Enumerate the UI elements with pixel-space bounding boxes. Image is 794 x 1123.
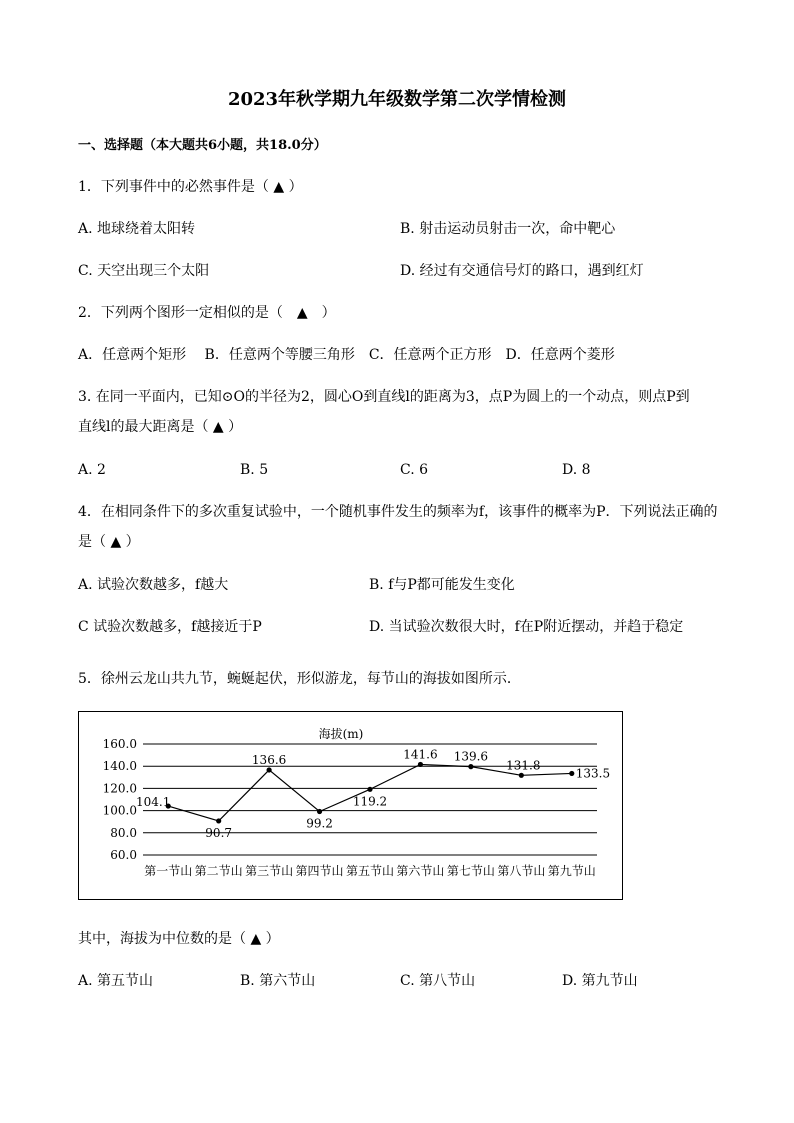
data-label: 131.8: [506, 758, 541, 773]
data-label: 136.6: [251, 752, 287, 767]
data-point: [418, 762, 423, 767]
data-label: 119.2: [352, 794, 388, 809]
question-3-stem-line1: 3. 在同一平面内，已知⊙O的半径为2，圆心O到直线l的距离为3，点P为圆上的一个动点，则点P到: [78, 389, 690, 405]
question-5-option-d: D. 第九节山: [562, 973, 638, 989]
y-tick-label: 80.0: [110, 825, 137, 840]
question-1-stem: 1．下列事件中的必然事件是（ ▲ ）: [78, 179, 303, 195]
y-tick-label: 160.0: [102, 737, 137, 751]
x-tick-label: 第三节山: [245, 864, 294, 878]
page-title: 2023年秋学期九年级数学第二次学情检测: [227, 89, 567, 110]
data-label: 90.7: [205, 825, 233, 840]
question-4-option-c: C 试验次数越多，f越接近于P: [78, 619, 262, 635]
x-tick-label: 第四节山: [295, 864, 344, 878]
data-point: [569, 771, 574, 776]
x-tick-label: 第五节山: [345, 864, 395, 878]
question-4-option-d: D. 当试验次数很大时，f在P附近摆动，并趋于稳定: [369, 619, 684, 635]
data-point: [367, 787, 372, 792]
y-tick-label: 100.0: [102, 803, 137, 818]
y-tick-label: 60.0: [110, 848, 137, 862]
data-point: [267, 767, 272, 772]
question-1-option-a: A. 地球绕着太阳转: [78, 221, 196, 237]
question-3-option-d: D. 8: [562, 462, 591, 478]
question-4-stem-line1: 4．在相同条件下的多次重复试验中，一个随机事件发生的频率为f，该事件的概率为P．下列说法正确的: [78, 504, 718, 520]
question-3-option-c: C. 6: [400, 462, 429, 478]
chart-title: 海拔(m): [318, 727, 364, 741]
data-label: 139.6: [453, 749, 489, 764]
x-tick-label: 第七节山: [446, 864, 495, 878]
question-5-stem: 5．徐州云龙山共九节，蜿蜒起伏，形似游龙，每节山的海拔如图所示．: [78, 671, 521, 687]
question-2-stem: 2．下列两个图形一定相似的是（ ▲ ）: [78, 305, 336, 321]
x-tick-label: 第九节山: [547, 864, 596, 878]
altitude-chart: [78, 711, 623, 900]
data-label: 141.6: [403, 747, 438, 762]
data-point: [519, 773, 524, 778]
x-tick-label: 第六节山: [396, 864, 445, 878]
x-tick-label: 第二节山: [194, 864, 243, 878]
altitude-chart-svg: [79, 712, 622, 899]
data-label: 99.2: [306, 816, 333, 831]
question-4-stem-line2: 是（ ▲ ）: [78, 534, 140, 550]
y-tick-label: 140.0: [102, 759, 137, 774]
data-point: [468, 764, 473, 769]
question-3-option-a: A. 2: [78, 462, 106, 478]
data-label: 133.5: [575, 766, 611, 781]
question-1-option-c: C. 天空出现三个太阳: [78, 263, 210, 279]
question-5-option-c: C. 第八节山: [400, 973, 476, 989]
data-point: [216, 818, 221, 823]
data-point: [317, 809, 322, 814]
y-tick-label: 120.0: [102, 781, 137, 796]
question-5-option-a: A. 第五节山: [78, 973, 154, 989]
question-3-stem-line2: 直线l的最大距离是（ ▲ ）: [78, 419, 243, 435]
question-5-option-b: B. 第六节山: [240, 973, 316, 989]
question-4-option-a: A. 试验次数越多，f越大: [78, 577, 229, 593]
question-1-option-d: D. 经过有交通信号灯的路口，遇到红灯: [400, 263, 644, 279]
x-tick-label: 第八节山: [497, 864, 546, 878]
question-1-option-b: B. 射击运动员射击一次，命中靶心: [400, 221, 616, 237]
question-3-option-b: B. 5: [240, 462, 269, 478]
altitude-series-line: [168, 764, 572, 820]
x-tick-label: 第一节山: [144, 864, 193, 878]
data-label: 104.1: [136, 795, 171, 810]
question-2-options: A．任意两个矩形 B．任意两个等腰三角形 C．任意两个正方形 D．任意两个菱形: [78, 347, 615, 363]
question-4-option-b: B. f与P都可能发生变化: [369, 577, 515, 593]
question-5-followup: 其中，海拔为中位数的是（ ▲ ）: [78, 931, 280, 947]
section-heading: 一、选择题（本大题共6小题，共18.0分）: [78, 138, 327, 153]
